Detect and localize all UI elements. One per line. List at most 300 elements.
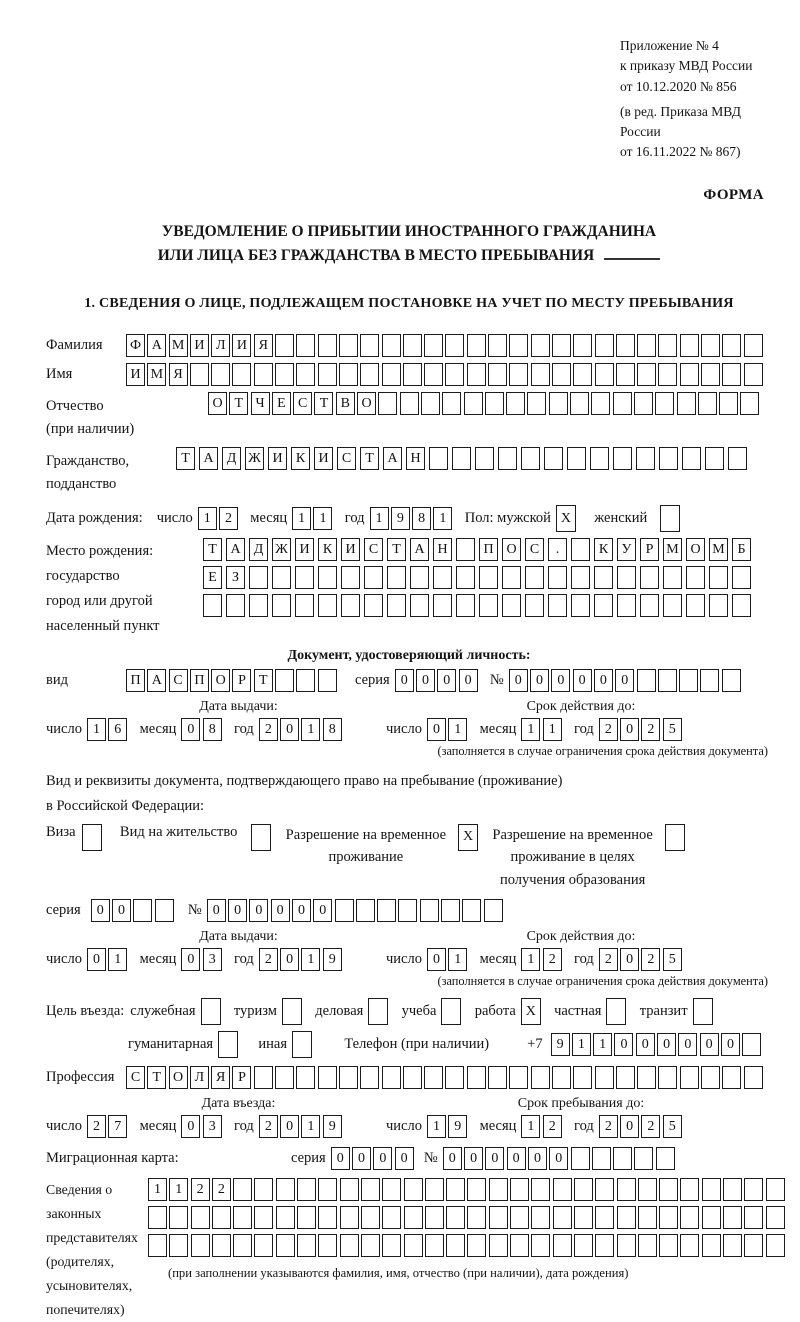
char-box[interactable] bbox=[251, 824, 271, 851]
char-box[interactable] bbox=[680, 1066, 699, 1089]
char-box[interactable]: И bbox=[232, 334, 251, 357]
char-box[interactable] bbox=[400, 392, 419, 415]
char-box[interactable] bbox=[296, 669, 315, 692]
char-box[interactable]: М bbox=[169, 334, 188, 357]
char-box[interactable]: 1 bbox=[313, 507, 332, 530]
char-box[interactable] bbox=[613, 447, 632, 470]
char-box[interactable] bbox=[377, 899, 396, 922]
char-box[interactable] bbox=[686, 594, 705, 617]
char-box[interactable] bbox=[637, 363, 656, 386]
char-box[interactable]: 0 bbox=[614, 1033, 633, 1056]
char-box[interactable]: 1 bbox=[448, 718, 467, 741]
char-box[interactable]: Д bbox=[222, 447, 241, 470]
char-box[interactable]: 5 bbox=[663, 948, 682, 971]
char-box[interactable]: 9 bbox=[323, 948, 342, 971]
char-box[interactable] bbox=[680, 363, 699, 386]
char-box[interactable] bbox=[425, 1234, 444, 1257]
char-box[interactable] bbox=[680, 1206, 699, 1229]
char-box[interactable]: 0 bbox=[427, 718, 446, 741]
char-box[interactable] bbox=[479, 594, 498, 617]
char-box[interactable] bbox=[637, 1066, 656, 1089]
char-box[interactable] bbox=[740, 392, 759, 415]
char-box[interactable]: 6 bbox=[108, 718, 127, 741]
char-box[interactable]: П bbox=[190, 669, 209, 692]
char-box[interactable]: 2 bbox=[219, 507, 238, 530]
char-box[interactable]: К bbox=[291, 447, 310, 470]
char-box[interactable]: 1 bbox=[593, 1033, 612, 1056]
char-box[interactable]: С bbox=[126, 1066, 145, 1089]
char-box[interactable] bbox=[403, 334, 422, 357]
char-box[interactable] bbox=[549, 392, 568, 415]
char-box[interactable]: 1 bbox=[108, 948, 127, 971]
char-box[interactable] bbox=[360, 363, 379, 386]
char-box[interactable]: 0 bbox=[700, 1033, 719, 1056]
char-box[interactable]: 0 bbox=[207, 899, 226, 922]
char-box[interactable]: Л bbox=[211, 334, 230, 357]
char-box[interactable] bbox=[527, 392, 546, 415]
char-box[interactable] bbox=[318, 594, 337, 617]
char-box[interactable] bbox=[553, 1206, 572, 1229]
char-box[interactable]: 0 bbox=[615, 669, 634, 692]
char-box[interactable] bbox=[387, 566, 406, 589]
char-box[interactable]: М bbox=[709, 538, 728, 561]
char-box[interactable]: 0 bbox=[373, 1147, 392, 1170]
char-box[interactable] bbox=[378, 392, 397, 415]
char-box[interactable] bbox=[82, 824, 102, 851]
char-box[interactable]: 0 bbox=[443, 1147, 462, 1170]
char-box[interactable]: С bbox=[169, 669, 188, 692]
char-box[interactable]: К bbox=[594, 538, 613, 561]
char-box[interactable] bbox=[433, 566, 452, 589]
char-box[interactable] bbox=[282, 998, 302, 1025]
char-box[interactable] bbox=[571, 566, 590, 589]
char-box[interactable] bbox=[218, 1031, 238, 1058]
char-box[interactable] bbox=[701, 1066, 720, 1089]
char-box[interactable] bbox=[571, 538, 590, 561]
char-box[interactable]: Р bbox=[232, 1066, 251, 1089]
char-box[interactable]: Л bbox=[190, 1066, 209, 1089]
char-box[interactable]: . bbox=[548, 538, 567, 561]
char-box[interactable]: 1 bbox=[572, 1033, 591, 1056]
char-box[interactable] bbox=[659, 1206, 678, 1229]
char-box[interactable]: 2 bbox=[599, 1115, 618, 1138]
char-box[interactable] bbox=[446, 1178, 465, 1201]
char-box[interactable] bbox=[573, 334, 592, 357]
char-box[interactable] bbox=[617, 1234, 636, 1257]
char-box[interactable]: 9 bbox=[448, 1115, 467, 1138]
char-box[interactable] bbox=[475, 447, 494, 470]
char-box[interactable] bbox=[744, 1234, 763, 1257]
char-box[interactable]: 1 bbox=[521, 948, 540, 971]
char-box[interactable] bbox=[203, 594, 222, 617]
char-box[interactable]: 0 bbox=[87, 948, 106, 971]
char-box[interactable]: 0 bbox=[437, 669, 456, 692]
char-box[interactable]: 0 bbox=[594, 669, 613, 692]
char-box[interactable]: М bbox=[147, 363, 166, 386]
char-box[interactable]: 0 bbox=[352, 1147, 371, 1170]
char-box[interactable]: 0 bbox=[620, 1115, 639, 1138]
char-box[interactable]: 1 bbox=[87, 718, 106, 741]
char-box[interactable] bbox=[272, 566, 291, 589]
char-box[interactable]: 0 bbox=[395, 1147, 414, 1170]
char-box[interactable] bbox=[233, 1178, 252, 1201]
char-box[interactable]: Т bbox=[387, 538, 406, 561]
char-box[interactable]: А bbox=[147, 669, 166, 692]
char-box[interactable] bbox=[701, 363, 720, 386]
char-box[interactable] bbox=[677, 392, 696, 415]
char-box[interactable] bbox=[592, 1147, 611, 1170]
char-box[interactable]: 0 bbox=[551, 669, 570, 692]
char-box[interactable] bbox=[595, 1234, 614, 1257]
char-box[interactable]: 0 bbox=[530, 669, 549, 692]
char-box[interactable] bbox=[705, 447, 724, 470]
char-box[interactable]: Т bbox=[360, 447, 379, 470]
char-box[interactable] bbox=[590, 447, 609, 470]
char-box[interactable] bbox=[723, 1178, 742, 1201]
char-box[interactable] bbox=[521, 447, 540, 470]
char-box[interactable]: 1 bbox=[301, 1115, 320, 1138]
char-box[interactable]: Я bbox=[254, 334, 273, 357]
char-box[interactable] bbox=[275, 669, 294, 692]
char-box[interactable] bbox=[318, 669, 337, 692]
char-box[interactable] bbox=[574, 1178, 593, 1201]
char-box[interactable]: О bbox=[686, 538, 705, 561]
char-box[interactable] bbox=[382, 1178, 401, 1201]
char-box[interactable] bbox=[680, 1234, 699, 1257]
char-box[interactable] bbox=[613, 392, 632, 415]
char-box[interactable]: И bbox=[295, 538, 314, 561]
char-box[interactable] bbox=[658, 1066, 677, 1089]
char-box[interactable]: Ж bbox=[245, 447, 264, 470]
char-box[interactable]: 5 bbox=[663, 718, 682, 741]
char-box[interactable] bbox=[682, 447, 701, 470]
char-box[interactable] bbox=[421, 392, 440, 415]
char-box[interactable]: С bbox=[337, 447, 356, 470]
char-box[interactable] bbox=[479, 566, 498, 589]
char-box[interactable]: 2 bbox=[641, 718, 660, 741]
char-box[interactable]: 1 bbox=[292, 507, 311, 530]
char-box[interactable] bbox=[656, 1147, 675, 1170]
char-box[interactable]: 9 bbox=[323, 1115, 342, 1138]
char-box[interactable]: 0 bbox=[112, 899, 131, 922]
char-box[interactable] bbox=[719, 392, 738, 415]
char-box[interactable] bbox=[410, 594, 429, 617]
char-box[interactable] bbox=[573, 1066, 592, 1089]
char-box[interactable]: 0 bbox=[280, 948, 299, 971]
char-box[interactable] bbox=[660, 505, 680, 532]
char-box[interactable]: 8 bbox=[323, 718, 342, 741]
char-box[interactable] bbox=[276, 1234, 295, 1257]
char-box[interactable] bbox=[766, 1206, 785, 1229]
char-box[interactable] bbox=[617, 566, 636, 589]
char-box[interactable] bbox=[680, 1178, 699, 1201]
char-box[interactable]: З bbox=[226, 566, 245, 589]
char-box[interactable] bbox=[509, 363, 528, 386]
char-box[interactable]: 7 bbox=[108, 1115, 127, 1138]
char-box[interactable] bbox=[571, 594, 590, 617]
char-box[interactable]: И bbox=[268, 447, 287, 470]
char-box[interactable] bbox=[658, 363, 677, 386]
char-box[interactable] bbox=[595, 334, 614, 357]
char-box[interactable] bbox=[744, 1206, 763, 1229]
char-box[interactable]: 8 bbox=[412, 507, 431, 530]
char-box[interactable] bbox=[548, 566, 567, 589]
char-box[interactable] bbox=[254, 1206, 273, 1229]
char-box[interactable] bbox=[485, 392, 504, 415]
char-box[interactable] bbox=[212, 1206, 231, 1229]
char-box[interactable]: В bbox=[336, 392, 355, 415]
char-box[interactable]: Е bbox=[203, 566, 222, 589]
char-box[interactable]: Е bbox=[272, 392, 291, 415]
char-box[interactable] bbox=[606, 998, 626, 1025]
char-box[interactable] bbox=[211, 363, 230, 386]
char-box[interactable] bbox=[456, 566, 475, 589]
char-box[interactable]: 2 bbox=[599, 948, 618, 971]
char-box[interactable]: 0 bbox=[657, 1033, 676, 1056]
char-box[interactable] bbox=[467, 1178, 486, 1201]
char-box[interactable] bbox=[148, 1206, 167, 1229]
char-box[interactable] bbox=[484, 899, 503, 922]
char-box[interactable] bbox=[744, 363, 763, 386]
char-box[interactable] bbox=[318, 1066, 337, 1089]
char-box[interactable] bbox=[360, 1066, 379, 1089]
char-box[interactable]: И bbox=[126, 363, 145, 386]
char-box[interactable] bbox=[292, 1031, 312, 1058]
char-box[interactable]: 2 bbox=[599, 718, 618, 741]
char-box[interactable] bbox=[531, 363, 550, 386]
char-box[interactable] bbox=[509, 1066, 528, 1089]
char-box[interactable] bbox=[339, 363, 358, 386]
char-box[interactable] bbox=[722, 1066, 741, 1089]
char-box[interactable] bbox=[318, 1206, 337, 1229]
char-box[interactable] bbox=[201, 998, 221, 1025]
char-box[interactable] bbox=[467, 1066, 486, 1089]
char-box[interactable]: О bbox=[208, 392, 227, 415]
char-box[interactable] bbox=[445, 363, 464, 386]
char-box[interactable] bbox=[663, 566, 682, 589]
char-box[interactable]: П bbox=[126, 669, 145, 692]
char-box[interactable]: О bbox=[211, 669, 230, 692]
char-box[interactable] bbox=[709, 566, 728, 589]
char-box[interactable] bbox=[637, 334, 656, 357]
char-box[interactable]: 2 bbox=[259, 948, 278, 971]
char-box[interactable]: Т bbox=[229, 392, 248, 415]
char-box[interactable]: Д bbox=[249, 538, 268, 561]
char-box[interactable]: 0 bbox=[507, 1147, 526, 1170]
char-box[interactable] bbox=[275, 363, 294, 386]
char-box[interactable] bbox=[424, 1066, 443, 1089]
char-box[interactable] bbox=[498, 447, 517, 470]
char-box[interactable]: И bbox=[341, 538, 360, 561]
char-box[interactable] bbox=[361, 1234, 380, 1257]
char-box[interactable]: Т bbox=[254, 669, 273, 692]
char-box[interactable] bbox=[702, 1178, 721, 1201]
char-box[interactable] bbox=[462, 899, 481, 922]
char-box[interactable] bbox=[446, 1206, 465, 1229]
char-box[interactable] bbox=[552, 363, 571, 386]
char-box[interactable]: А bbox=[199, 447, 218, 470]
char-box[interactable] bbox=[456, 594, 475, 617]
char-box[interactable]: 0 bbox=[280, 1115, 299, 1138]
char-box[interactable] bbox=[467, 1234, 486, 1257]
char-box[interactable]: 1 bbox=[301, 718, 320, 741]
char-box[interactable] bbox=[722, 334, 741, 357]
char-box[interactable] bbox=[616, 334, 635, 357]
char-box[interactable] bbox=[410, 566, 429, 589]
char-box[interactable] bbox=[617, 594, 636, 617]
char-box[interactable]: 0 bbox=[620, 948, 639, 971]
char-box[interactable] bbox=[489, 1234, 508, 1257]
char-box[interactable] bbox=[525, 566, 544, 589]
char-box[interactable] bbox=[191, 1234, 210, 1257]
char-box[interactable]: 0 bbox=[292, 899, 311, 922]
char-box[interactable] bbox=[766, 1178, 785, 1201]
char-box[interactable] bbox=[489, 1206, 508, 1229]
char-box[interactable]: 9 bbox=[551, 1033, 570, 1056]
char-box[interactable] bbox=[595, 363, 614, 386]
char-box[interactable] bbox=[698, 392, 717, 415]
char-box[interactable]: И bbox=[190, 334, 209, 357]
char-box[interactable] bbox=[574, 1206, 593, 1229]
char-box[interactable] bbox=[732, 594, 751, 617]
char-box[interactable] bbox=[404, 1206, 423, 1229]
char-box[interactable]: А bbox=[383, 447, 402, 470]
char-box[interactable] bbox=[723, 1234, 742, 1257]
char-box[interactable]: 0 bbox=[228, 899, 247, 922]
char-box[interactable]: С bbox=[525, 538, 544, 561]
char-box[interactable] bbox=[356, 899, 375, 922]
char-box[interactable] bbox=[404, 1178, 423, 1201]
char-box[interactable] bbox=[169, 1206, 188, 1229]
char-box[interactable] bbox=[488, 334, 507, 357]
char-box[interactable]: А bbox=[147, 334, 166, 357]
char-box[interactable]: 2 bbox=[212, 1178, 231, 1201]
char-box[interactable]: 1 bbox=[427, 1115, 446, 1138]
char-box[interactable] bbox=[226, 594, 245, 617]
char-box[interactable] bbox=[341, 594, 360, 617]
char-box[interactable] bbox=[640, 594, 659, 617]
char-box[interactable]: А bbox=[226, 538, 245, 561]
char-box[interactable]: 0 bbox=[181, 948, 200, 971]
char-box[interactable] bbox=[190, 363, 209, 386]
char-box[interactable] bbox=[553, 1234, 572, 1257]
char-box[interactable] bbox=[318, 363, 337, 386]
char-box[interactable] bbox=[638, 1234, 657, 1257]
char-box[interactable]: 0 bbox=[313, 899, 332, 922]
char-box[interactable]: Н bbox=[406, 447, 425, 470]
char-box[interactable] bbox=[658, 669, 677, 692]
char-box[interactable] bbox=[638, 1178, 657, 1201]
char-box[interactable]: 2 bbox=[543, 1115, 562, 1138]
char-box[interactable] bbox=[467, 1206, 486, 1229]
char-box[interactable]: 1 bbox=[301, 948, 320, 971]
char-box[interactable] bbox=[467, 363, 486, 386]
char-box[interactable]: X bbox=[458, 824, 478, 851]
char-box[interactable] bbox=[191, 1206, 210, 1229]
char-box[interactable] bbox=[424, 363, 443, 386]
char-box[interactable] bbox=[595, 1178, 614, 1201]
char-box[interactable] bbox=[433, 594, 452, 617]
char-box[interactable]: 5 bbox=[663, 1115, 682, 1138]
char-box[interactable] bbox=[295, 594, 314, 617]
char-box[interactable] bbox=[420, 899, 439, 922]
char-box[interactable]: Р bbox=[640, 538, 659, 561]
char-box[interactable] bbox=[616, 1066, 635, 1089]
char-box[interactable] bbox=[659, 1178, 678, 1201]
char-box[interactable] bbox=[297, 1234, 316, 1257]
char-box[interactable]: О bbox=[502, 538, 521, 561]
char-box[interactable]: 2 bbox=[641, 948, 660, 971]
char-box[interactable]: 2 bbox=[259, 1115, 278, 1138]
char-box[interactable]: 3 bbox=[203, 1115, 222, 1138]
char-box[interactable] bbox=[233, 1206, 252, 1229]
char-box[interactable] bbox=[613, 1147, 632, 1170]
char-box[interactable] bbox=[368, 998, 388, 1025]
char-box[interactable] bbox=[464, 392, 483, 415]
char-box[interactable] bbox=[693, 998, 713, 1025]
char-box[interactable]: Н bbox=[433, 538, 452, 561]
char-box[interactable] bbox=[616, 363, 635, 386]
char-box[interactable] bbox=[531, 1178, 550, 1201]
char-box[interactable]: 0 bbox=[427, 948, 446, 971]
char-box[interactable]: Р bbox=[232, 669, 251, 692]
char-box[interactable] bbox=[701, 334, 720, 357]
char-box[interactable]: 2 bbox=[259, 718, 278, 741]
char-box[interactable] bbox=[700, 669, 719, 692]
char-box[interactable] bbox=[567, 447, 586, 470]
char-box[interactable] bbox=[403, 363, 422, 386]
char-box[interactable] bbox=[655, 392, 674, 415]
char-box[interactable] bbox=[335, 899, 354, 922]
char-box[interactable] bbox=[766, 1234, 785, 1257]
char-box[interactable] bbox=[723, 1206, 742, 1229]
char-box[interactable] bbox=[452, 447, 471, 470]
char-box[interactable] bbox=[318, 566, 337, 589]
char-box[interactable]: С bbox=[293, 392, 312, 415]
char-box[interactable] bbox=[679, 669, 698, 692]
char-box[interactable] bbox=[212, 1234, 231, 1257]
char-box[interactable] bbox=[570, 392, 589, 415]
char-box[interactable]: К bbox=[318, 538, 337, 561]
char-box[interactable]: 1 bbox=[198, 507, 217, 530]
char-box[interactable] bbox=[531, 1206, 550, 1229]
char-box[interactable] bbox=[686, 566, 705, 589]
char-box[interactable]: 0 bbox=[678, 1033, 697, 1056]
char-box[interactable] bbox=[445, 1066, 464, 1089]
char-box[interactable] bbox=[506, 392, 525, 415]
char-box[interactable]: 0 bbox=[395, 669, 414, 692]
char-box[interactable]: 0 bbox=[636, 1033, 655, 1056]
char-box[interactable] bbox=[617, 1206, 636, 1229]
char-box[interactable]: А bbox=[410, 538, 429, 561]
char-box[interactable] bbox=[544, 447, 563, 470]
char-box[interactable]: П bbox=[479, 538, 498, 561]
char-box[interactable] bbox=[744, 334, 763, 357]
char-box[interactable] bbox=[548, 594, 567, 617]
char-box[interactable] bbox=[340, 1178, 359, 1201]
char-box[interactable] bbox=[456, 538, 475, 561]
char-box[interactable]: 0 bbox=[464, 1147, 483, 1170]
char-box[interactable] bbox=[722, 363, 741, 386]
char-box[interactable] bbox=[441, 899, 460, 922]
char-box[interactable] bbox=[424, 334, 443, 357]
char-box[interactable] bbox=[318, 1234, 337, 1257]
char-box[interactable] bbox=[510, 1206, 529, 1229]
char-box[interactable] bbox=[232, 363, 251, 386]
char-box[interactable] bbox=[445, 334, 464, 357]
char-box[interactable] bbox=[510, 1178, 529, 1201]
char-box[interactable]: 0 bbox=[528, 1147, 547, 1170]
